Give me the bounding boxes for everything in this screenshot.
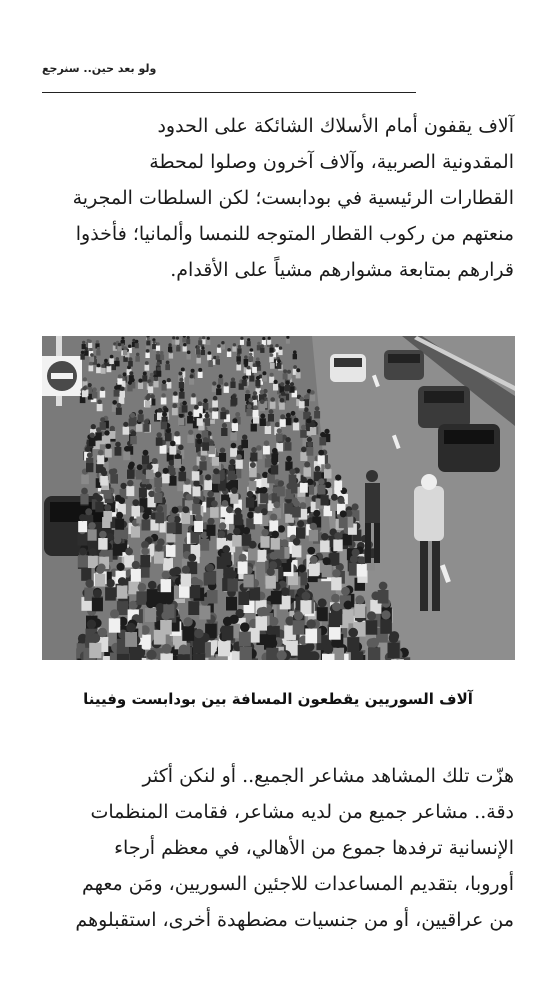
text-line: قرارهم بمتابعة مشوارهم مشياً على الأقدام.	[170, 259, 514, 281]
text-line: القطارات الرئيسية في بودابست؛ لكن السلطات المجرية	[72, 187, 514, 209]
header-divider	[42, 92, 416, 93]
crowd-photo	[42, 336, 515, 660]
text-line: منعتهم من ركوب القطار المتوجه للنمسا وألمانيا؛ فأخذوا	[75, 223, 514, 245]
photo-caption: آلاف السوريين يقطعون المسافة بين بودابست وفيينا	[83, 690, 473, 708]
text-line: هزّت تلك المشاهد مشاعر الجميع.. أو لنكن أكثر	[142, 765, 514, 787]
text-line: دقة.. مشاعر جميع من لديه مشاعر، فقامت المنظمات	[90, 801, 514, 823]
body-paragraph-1	[42, 108, 514, 288]
body-paragraph-2	[42, 758, 514, 938]
text-line: أوروبا، بتقديم المساعدات للاجئين السوريين، ومَن معهم	[81, 873, 514, 895]
text-line: آلاف يقفون أمام الأسلاك الشائكة على الحدود	[157, 115, 514, 137]
running-header: ولو بعد حين.. سنرجع	[42, 62, 157, 75]
text-line: الإنسانية ترفدها جموع من الأهالي، في معظم أرجاء	[114, 837, 514, 859]
text-line: المقدونية الصربية، وآلاف آخرون وصلوا لمحطة	[149, 151, 514, 173]
text-line: من عراقيين، أو من جنسيات مضطهدة أخرى، استقبلوهم	[75, 909, 514, 931]
